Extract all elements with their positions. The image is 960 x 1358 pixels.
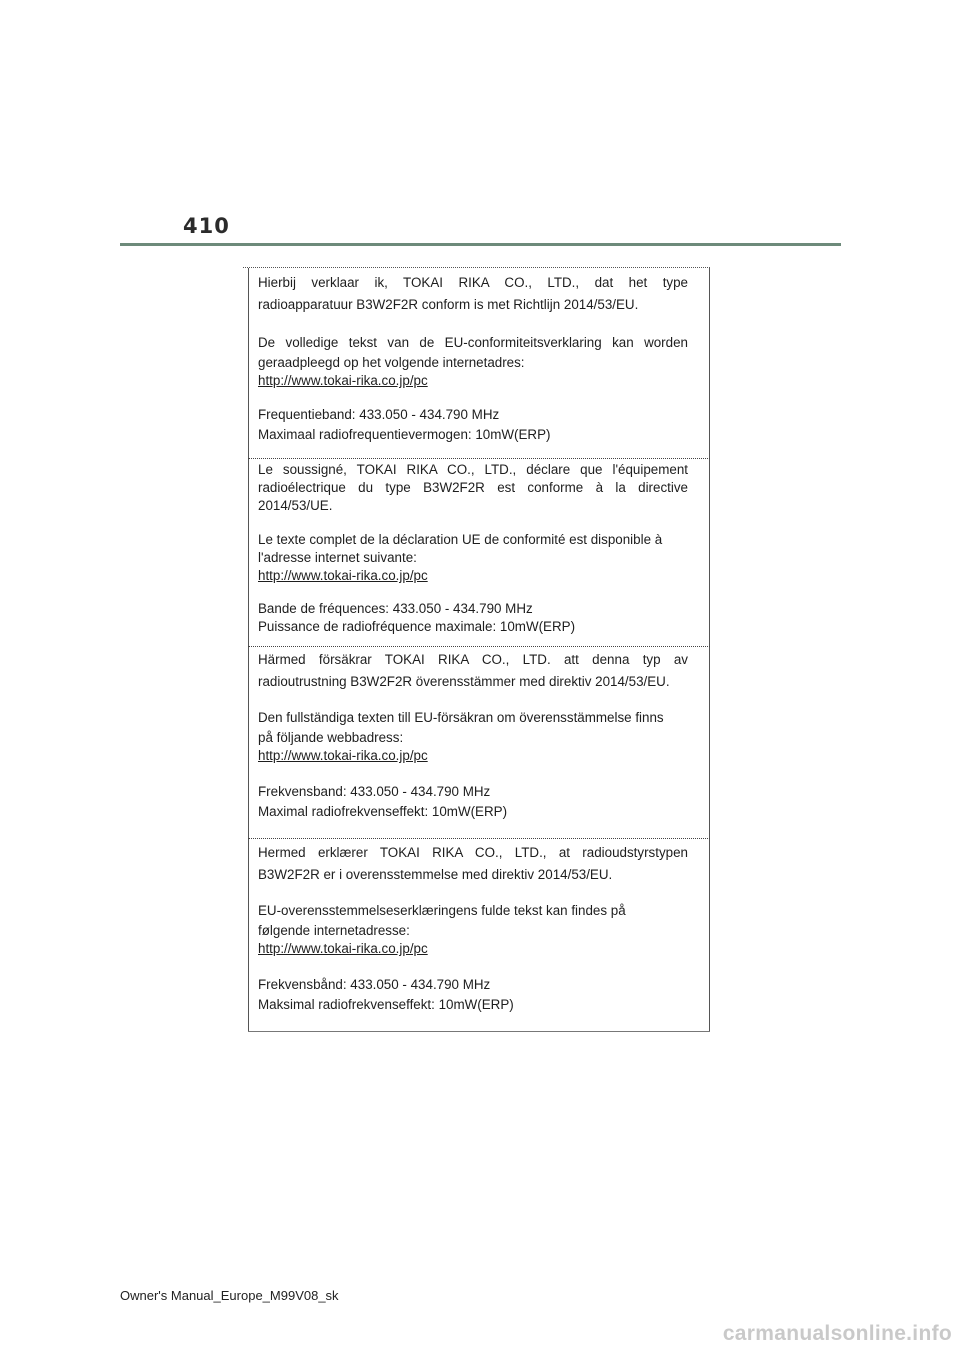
fulltext-line: l'adresse internet suivante: <box>258 550 417 565</box>
intro-line: Härmed försäkrar TOKAI RIKA CO., LTD. att denna typ av <box>258 652 688 667</box>
declaration-url-link[interactable]: http://www.tokai-rika.co.jp/pc <box>258 373 428 388</box>
fulltext-line: følgende internetadresse: <box>258 923 410 938</box>
intro-line: radioutrustning B3W2F2R överensstämmer med direktiv 2014/53/EU. <box>258 674 670 689</box>
declaration-url-link[interactable]: http://www.tokai-rika.co.jp/pc <box>258 748 428 763</box>
frequency-band: Frequentieband: 433.050 - 434.790 MHz <box>258 407 500 422</box>
frequency-band: Bande de fréquences: 433.050 - 434.790 MHz <box>258 601 533 616</box>
declaration-dutch <box>258 274 688 444</box>
header-rule <box>120 243 841 246</box>
max-power: Maximaal radiofrequentievermogen: 10mW(ERP) <box>258 427 551 442</box>
declaration-url-link[interactable]: http://www.tokai-rika.co.jp/pc <box>258 568 428 583</box>
fulltext-line: geraadpleegd op het volgende internetadres: <box>258 355 525 370</box>
max-power: Maximal radiofrekvenseffekt: 10mW(ERP) <box>258 804 508 819</box>
intro-line: Le soussigné, TOKAI RIKA CO., LTD., déclare que l'équipement <box>258 462 688 477</box>
site-watermark: carmanualsonline.info <box>722 1322 952 1345</box>
intro-line: radioélectrique du type B3W2F2R est conforme à la directive <box>258 480 688 495</box>
frequency-band: Frekvensband: 433.050 - 434.790 MHz <box>258 784 491 799</box>
fulltext-line: EU-overensstemmelseserklæringens fulde tekst kan findes på <box>258 903 626 918</box>
intro-line: Hierbij verklaar ik, TOKAI RIKA CO., LTD., dat het type <box>258 275 688 290</box>
intro-line: Hermed erklærer TOKAI RIKA CO., LTD., at radioudstyrstypen <box>258 845 688 860</box>
intro-line: 2014/53/UE. <box>258 498 333 513</box>
fulltext-line: De volledige tekst van de EU-conformiteitsverklaring kan worden <box>258 335 688 350</box>
fulltext-line: Le texte complet de la déclaration UE de conformité est disponible à <box>258 532 663 547</box>
section-divider <box>248 458 710 459</box>
frequency-band: Frekvensbånd: 433.050 - 434.790 MHz <box>258 977 491 992</box>
section-divider <box>248 646 710 647</box>
declaration-swedish <box>258 651 688 821</box>
page-number: 410 <box>183 214 230 238</box>
max-power: Puissance de radiofréquence maximale: 10mW(ERP) <box>258 619 576 634</box>
max-power: Maksimal radiofrekvenseffekt: 10mW(ERP) <box>258 997 514 1012</box>
fulltext-line: på följande webbadress: <box>258 730 404 745</box>
declaration-url-link[interactable]: http://www.tokai-rika.co.jp/pc <box>258 941 428 956</box>
scan-bottom-edge <box>248 1031 710 1032</box>
section-divider <box>248 838 710 839</box>
intro-line: radioapparatuur B3W2F2R conform is met Richtlijn 2014/53/EU. <box>258 297 639 312</box>
intro-line: B3W2F2R er i overensstemmelse med direktiv 2014/53/EU. <box>258 867 613 882</box>
manual-footer: Owner's Manual_Europe_M99V08_sk <box>120 1288 339 1303</box>
declaration-french <box>258 461 688 636</box>
declaration-danish <box>258 844 688 1014</box>
fulltext-line: Den fullständiga texten till EU-försäkran om överensstämmelse finns <box>258 710 664 725</box>
